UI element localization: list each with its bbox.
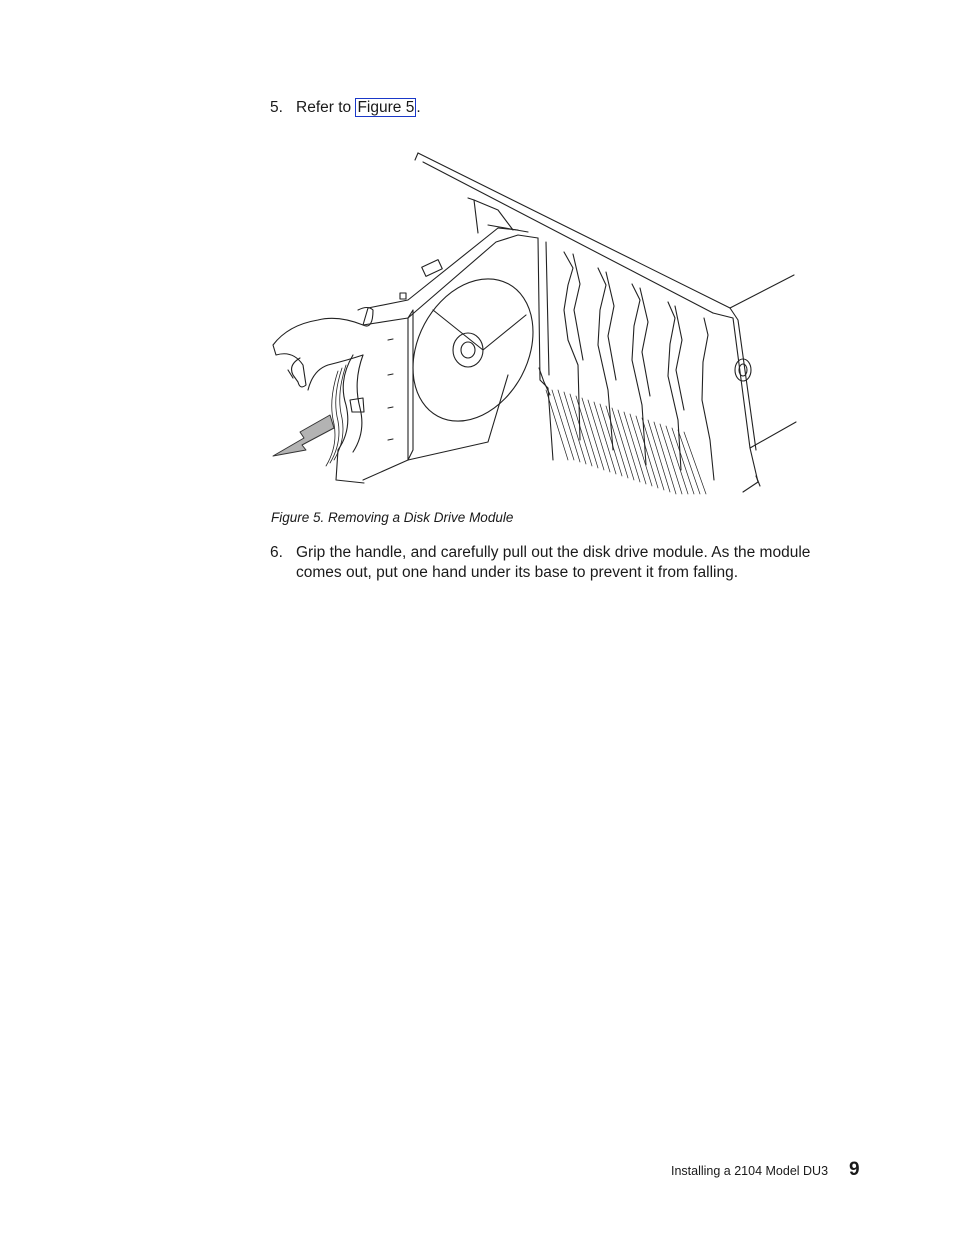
pull-direction-arrow-icon [273,415,334,456]
disk-drive-removal-figure [268,150,803,500]
step-text-prefix: Refer to [296,99,356,116]
figure-caption: Figure 5. Removing a Disk Drive Module [271,510,514,525]
step-text-line: Grip the handle, and carefully pull out the disk drive module. As the module [296,544,811,561]
step-text-suffix: . [416,99,421,116]
running-footer: Installing a 2104 Model DU3 [671,1164,829,1178]
page-number: 9 [849,1159,860,1180]
step-number: 6. [270,544,283,561]
step-text [296,98,421,118]
enclosure-right-side [713,308,796,492]
drive-bays [538,238,714,480]
step-number: 5. [270,99,283,116]
step-text [296,543,810,583]
disk-drive-module [363,228,557,480]
drive-bay-fins [546,390,706,494]
step-text-line: comes out, put one hand under its base to prevent it from falling. [296,564,739,581]
figure-5-link[interactable]: Figure 5 [357,99,415,116]
